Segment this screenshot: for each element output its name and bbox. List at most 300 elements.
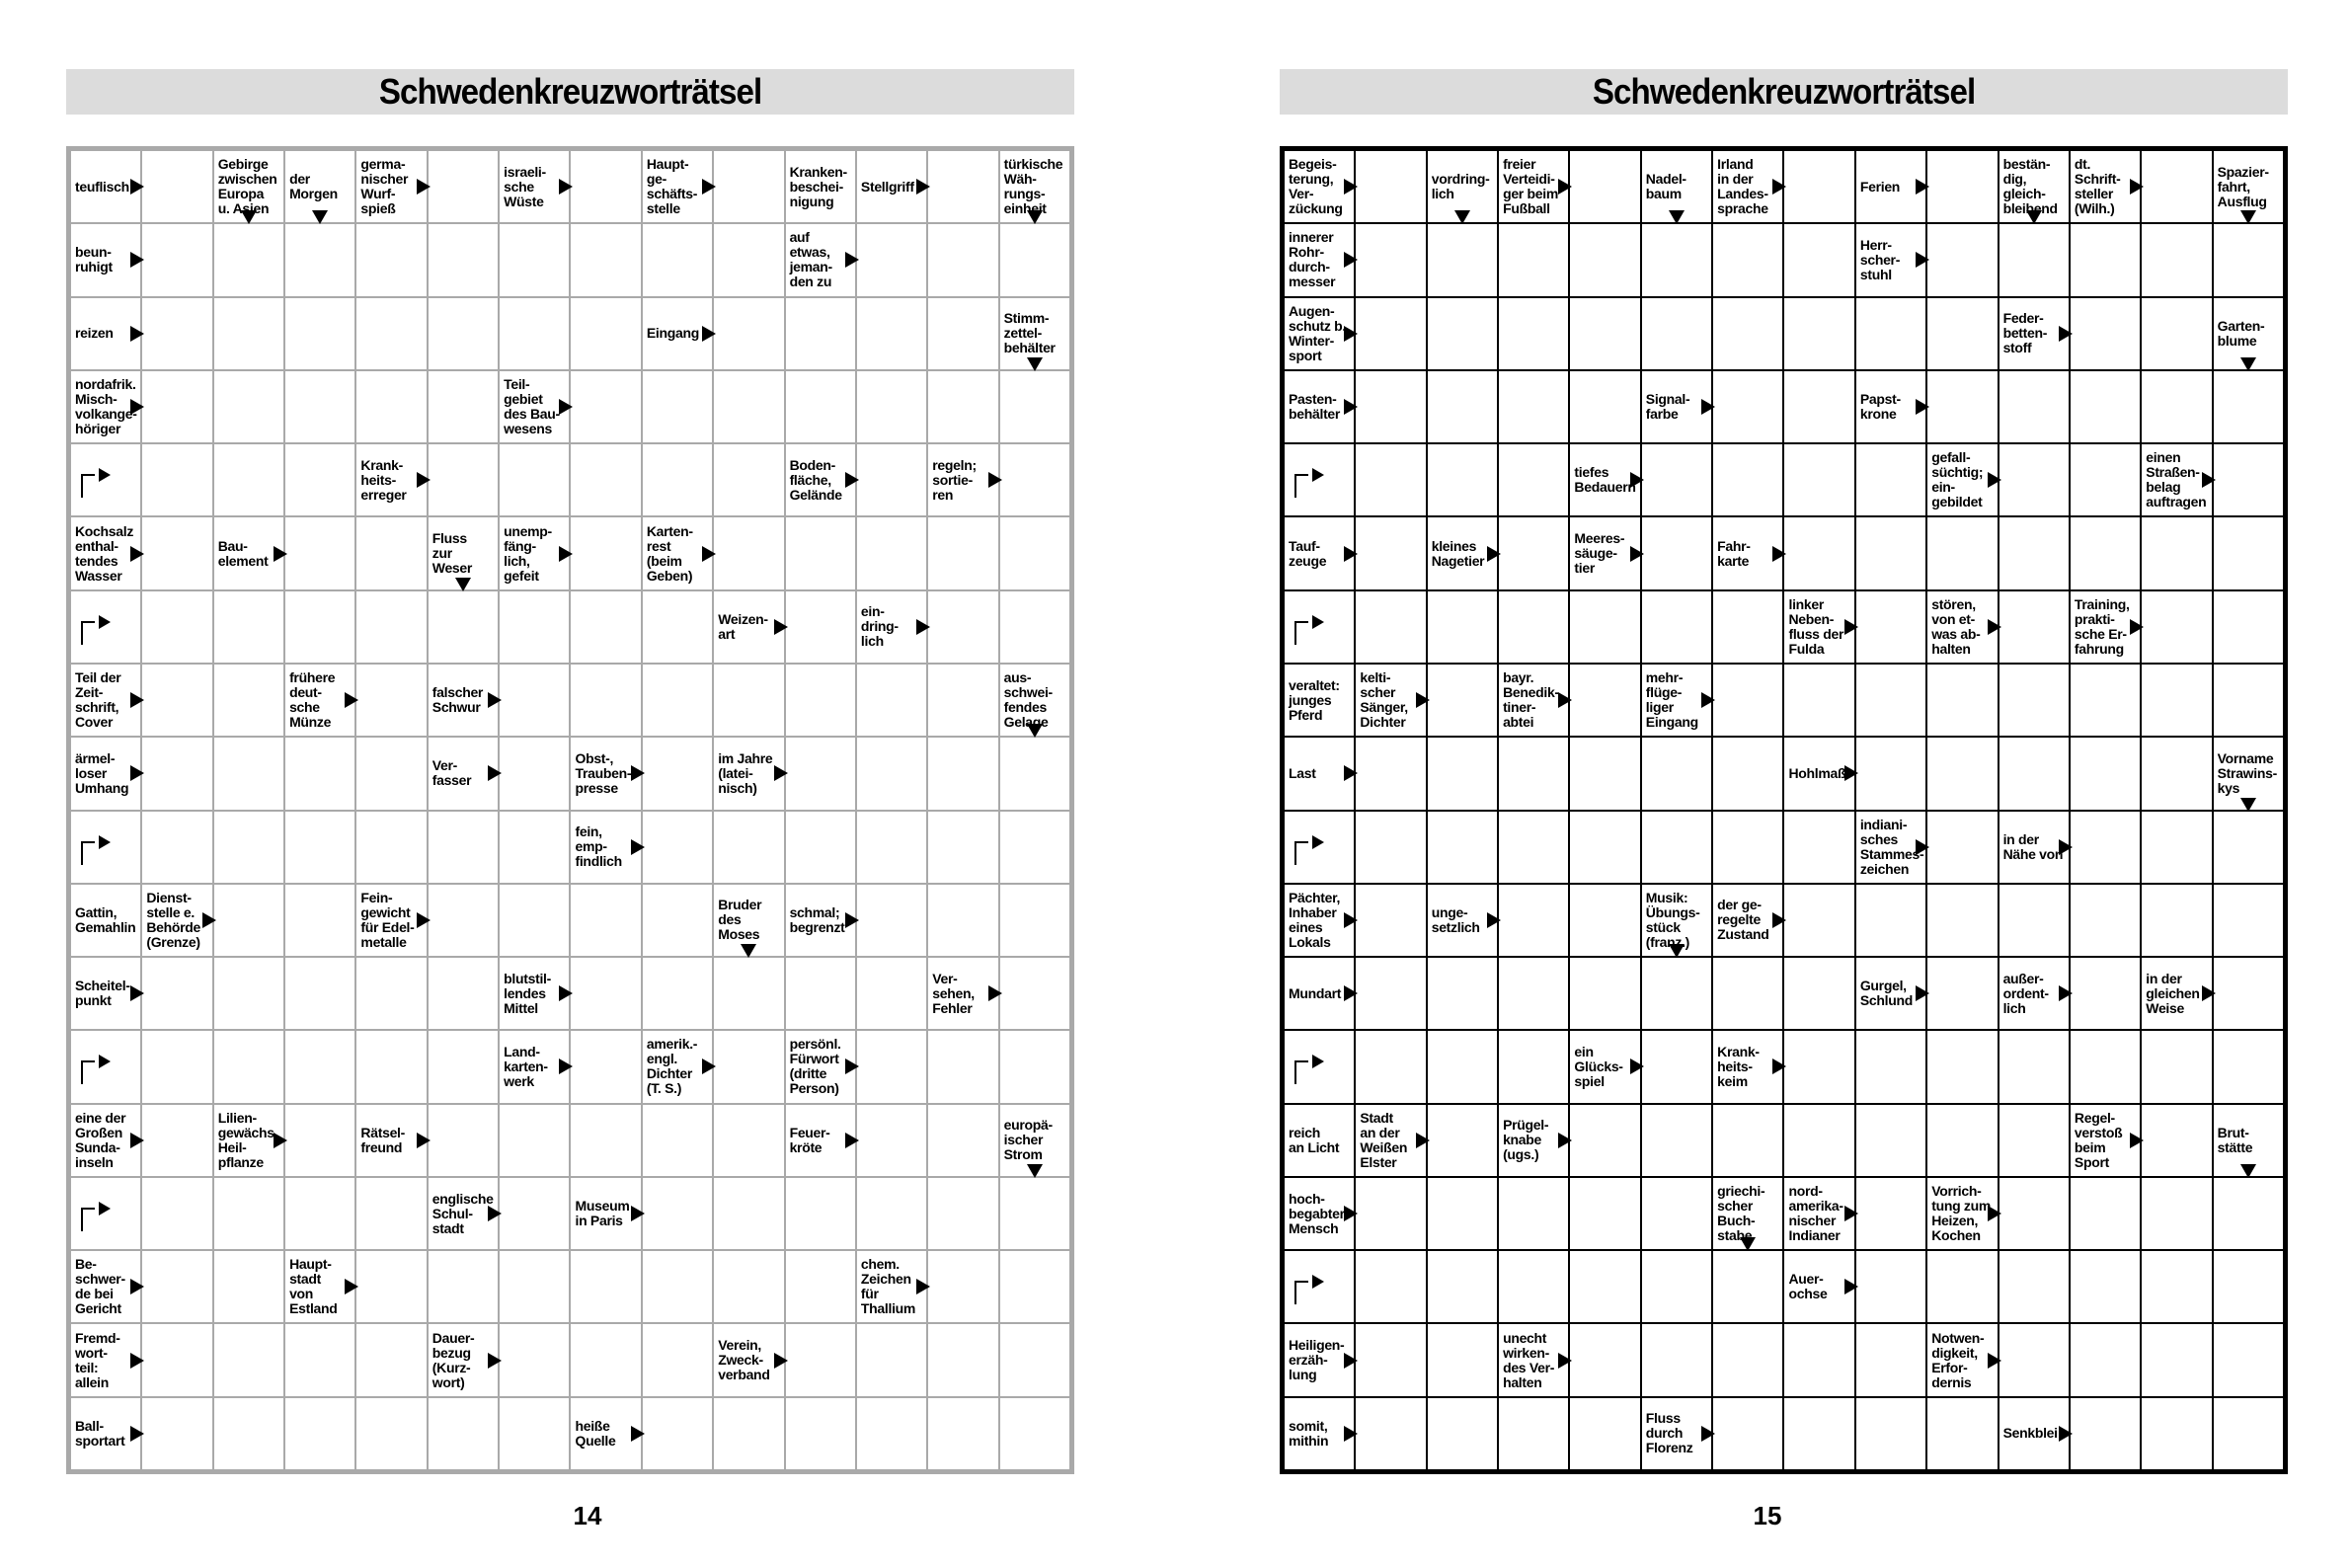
answer-cell[interactable] [1713, 591, 1782, 663]
answer-cell[interactable] [571, 298, 640, 369]
answer-cell[interactable] [2071, 665, 2140, 736]
answer-cell[interactable] [1999, 885, 2069, 956]
answer-cell[interactable] [928, 1251, 997, 1322]
answer-cell[interactable] [1927, 517, 1997, 588]
answer-cell[interactable] [429, 885, 498, 956]
answer-cell[interactable] [71, 812, 140, 883]
answer-cell[interactable] [1499, 1251, 1568, 1322]
answer-cell[interactable] [500, 444, 569, 515]
answer-cell[interactable] [2142, 665, 2211, 736]
answer-cell[interactable] [1856, 1178, 1925, 1249]
answer-cell[interactable] [714, 812, 783, 883]
answer-cell[interactable] [1856, 1324, 1925, 1395]
answer-cell[interactable] [643, 371, 712, 442]
answer-cell[interactable] [1356, 1031, 1425, 1102]
answer-cell[interactable] [1927, 1031, 1997, 1102]
answer-cell[interactable] [1428, 958, 1497, 1029]
answer-cell[interactable] [571, 224, 640, 295]
answer-cell[interactable] [1428, 298, 1497, 369]
answer-cell[interactable] [714, 517, 783, 588]
answer-cell[interactable] [643, 444, 712, 515]
answer-cell[interactable] [643, 1324, 712, 1395]
answer-cell[interactable] [1927, 1398, 1997, 1469]
answer-cell[interactable] [142, 151, 211, 222]
answer-cell[interactable] [1428, 444, 1497, 515]
answer-cell[interactable] [1285, 444, 1354, 515]
answer-cell[interactable] [356, 958, 426, 1029]
answer-cell[interactable] [1570, 738, 1639, 809]
answer-cell[interactable] [1570, 665, 1639, 736]
answer-cell[interactable] [714, 1398, 783, 1469]
answer-cell[interactable] [285, 371, 354, 442]
answer-cell[interactable] [1856, 517, 1925, 588]
answer-cell[interactable] [1428, 371, 1497, 442]
answer-cell[interactable] [2071, 1324, 2140, 1395]
answer-cell[interactable] [1927, 665, 1997, 736]
answer-cell[interactable] [857, 665, 926, 736]
answer-cell[interactable] [71, 444, 140, 515]
answer-cell[interactable] [1285, 812, 1354, 883]
answer-cell[interactable] [1927, 151, 1997, 222]
answer-cell[interactable] [2142, 371, 2211, 442]
answer-cell[interactable] [1713, 812, 1782, 883]
answer-cell[interactable] [356, 1324, 426, 1395]
answer-cell[interactable] [1999, 224, 2069, 295]
answer-cell[interactable] [928, 1398, 997, 1469]
answer-cell[interactable] [2142, 224, 2211, 295]
answer-cell[interactable] [928, 517, 997, 588]
answer-cell[interactable] [1356, 151, 1425, 222]
answer-cell[interactable] [1000, 224, 1069, 295]
answer-cell[interactable] [2214, 224, 2283, 295]
answer-cell[interactable] [356, 812, 426, 883]
answer-cell[interactable] [1713, 1324, 1782, 1395]
answer-cell[interactable] [1784, 151, 1853, 222]
answer-cell[interactable] [1999, 371, 2069, 442]
answer-cell[interactable] [1713, 1105, 1782, 1176]
answer-cell[interactable] [1642, 1105, 1711, 1176]
answer-cell[interactable] [1356, 517, 1425, 588]
answer-cell[interactable] [643, 224, 712, 295]
answer-cell[interactable] [2071, 1178, 2140, 1249]
answer-cell[interactable] [786, 812, 855, 883]
answer-cell[interactable] [214, 444, 283, 515]
answer-cell[interactable] [429, 1251, 498, 1322]
answer-cell[interactable] [928, 1031, 997, 1102]
answer-cell[interactable] [356, 665, 426, 736]
answer-cell[interactable] [285, 885, 354, 956]
answer-cell[interactable] [1000, 517, 1069, 588]
answer-cell[interactable] [786, 1398, 855, 1469]
answer-cell[interactable] [714, 151, 783, 222]
answer-cell[interactable] [1999, 1105, 2069, 1176]
answer-cell[interactable] [1999, 517, 2069, 588]
answer-cell[interactable] [1570, 812, 1639, 883]
answer-cell[interactable] [1356, 1251, 1425, 1322]
answer-cell[interactable] [786, 738, 855, 809]
answer-cell[interactable] [2214, 812, 2283, 883]
answer-cell[interactable] [928, 1105, 997, 1176]
answer-cell[interactable] [571, 1031, 640, 1102]
answer-cell[interactable] [1000, 812, 1069, 883]
answer-cell[interactable] [2071, 738, 2140, 809]
answer-cell[interactable] [1570, 591, 1639, 663]
answer-cell[interactable] [500, 298, 569, 369]
answer-cell[interactable] [2214, 591, 2283, 663]
answer-cell[interactable] [1999, 444, 2069, 515]
answer-cell[interactable] [1856, 1031, 1925, 1102]
answer-cell[interactable] [1499, 517, 1568, 588]
answer-cell[interactable] [928, 591, 997, 663]
answer-cell[interactable] [2142, 1031, 2211, 1102]
answer-cell[interactable] [1784, 298, 1853, 369]
answer-cell[interactable] [928, 371, 997, 442]
answer-cell[interactable] [2214, 1398, 2283, 1469]
answer-cell[interactable] [429, 958, 498, 1029]
answer-cell[interactable] [285, 1031, 354, 1102]
answer-cell[interactable] [1999, 1031, 2069, 1102]
answer-cell[interactable] [1713, 1251, 1782, 1322]
answer-cell[interactable] [1713, 224, 1782, 295]
answer-cell[interactable] [214, 591, 283, 663]
answer-cell[interactable] [928, 738, 997, 809]
answer-cell[interactable] [71, 591, 140, 663]
answer-cell[interactable] [1784, 812, 1853, 883]
answer-cell[interactable] [1356, 298, 1425, 369]
answer-cell[interactable] [1499, 298, 1568, 369]
answer-cell[interactable] [500, 738, 569, 809]
answer-cell[interactable] [142, 1031, 211, 1102]
answer-cell[interactable] [2214, 885, 2283, 956]
answer-cell[interactable] [643, 1251, 712, 1322]
answer-cell[interactable] [285, 224, 354, 295]
answer-cell[interactable] [1570, 1324, 1639, 1395]
answer-cell[interactable] [643, 591, 712, 663]
answer-cell[interactable] [1499, 371, 1568, 442]
answer-cell[interactable] [1856, 298, 1925, 369]
answer-cell[interactable] [285, 958, 354, 1029]
answer-cell[interactable] [1356, 1398, 1425, 1469]
answer-cell[interactable] [1570, 1251, 1639, 1322]
answer-cell[interactable] [142, 812, 211, 883]
answer-cell[interactable] [1856, 1398, 1925, 1469]
answer-cell[interactable] [1642, 738, 1711, 809]
answer-cell[interactable] [714, 1105, 783, 1176]
answer-cell[interactable] [2214, 665, 2283, 736]
answer-cell[interactable] [1356, 371, 1425, 442]
answer-cell[interactable] [142, 1178, 211, 1249]
answer-cell[interactable] [285, 1178, 354, 1249]
answer-cell[interactable] [142, 665, 211, 736]
answer-cell[interactable] [714, 224, 783, 295]
answer-cell[interactable] [1713, 298, 1782, 369]
answer-cell[interactable] [786, 1324, 855, 1395]
answer-cell[interactable] [1570, 885, 1639, 956]
answer-cell[interactable] [1927, 371, 1997, 442]
answer-cell[interactable] [1927, 812, 1997, 883]
answer-cell[interactable] [1784, 1031, 1853, 1102]
answer-cell[interactable] [500, 1324, 569, 1395]
answer-cell[interactable] [2214, 1251, 2283, 1322]
answer-cell[interactable] [1499, 958, 1568, 1029]
answer-cell[interactable] [1570, 1105, 1639, 1176]
answer-cell[interactable] [142, 591, 211, 663]
answer-cell[interactable] [1285, 591, 1354, 663]
answer-cell[interactable] [1356, 224, 1425, 295]
answer-cell[interactable] [429, 151, 498, 222]
answer-cell[interactable] [356, 1251, 426, 1322]
answer-cell[interactable] [1642, 958, 1711, 1029]
answer-cell[interactable] [857, 1324, 926, 1395]
answer-cell[interactable] [2071, 1398, 2140, 1469]
answer-cell[interactable] [786, 298, 855, 369]
answer-cell[interactable] [142, 958, 211, 1029]
answer-cell[interactable] [928, 298, 997, 369]
answer-cell[interactable] [2214, 1324, 2283, 1395]
answer-cell[interactable] [1428, 665, 1497, 736]
answer-cell[interactable] [1000, 1251, 1069, 1322]
answer-cell[interactable] [714, 958, 783, 1029]
answer-cell[interactable] [571, 958, 640, 1029]
answer-cell[interactable] [1000, 1031, 1069, 1102]
answer-cell[interactable] [1642, 812, 1711, 883]
answer-cell[interactable] [928, 812, 997, 883]
answer-cell[interactable] [2214, 958, 2283, 1029]
answer-cell[interactable] [142, 517, 211, 588]
answer-cell[interactable] [1784, 665, 1853, 736]
answer-cell[interactable] [1000, 1178, 1069, 1249]
answer-cell[interactable] [571, 1324, 640, 1395]
answer-cell[interactable] [71, 1178, 140, 1249]
answer-cell[interactable] [857, 1178, 926, 1249]
answer-cell[interactable] [1927, 1105, 1997, 1176]
answer-cell[interactable] [857, 1398, 926, 1469]
answer-cell[interactable] [1428, 591, 1497, 663]
answer-cell[interactable] [1000, 1324, 1069, 1395]
answer-cell[interactable] [857, 1105, 926, 1176]
answer-cell[interactable] [1713, 371, 1782, 442]
answer-cell[interactable] [1784, 958, 1853, 1029]
answer-cell[interactable] [1356, 1324, 1425, 1395]
answer-cell[interactable] [356, 591, 426, 663]
answer-cell[interactable] [1713, 1398, 1782, 1469]
answer-cell[interactable] [714, 444, 783, 515]
answer-cell[interactable] [1927, 224, 1997, 295]
answer-cell[interactable] [786, 517, 855, 588]
answer-cell[interactable] [571, 371, 640, 442]
answer-cell[interactable] [928, 224, 997, 295]
answer-cell[interactable] [429, 591, 498, 663]
answer-cell[interactable] [1499, 224, 1568, 295]
answer-cell[interactable] [214, 1251, 283, 1322]
answer-cell[interactable] [1428, 1251, 1497, 1322]
answer-cell[interactable] [857, 738, 926, 809]
answer-cell[interactable] [500, 885, 569, 956]
answer-cell[interactable] [500, 665, 569, 736]
answer-cell[interactable] [1999, 1324, 2069, 1395]
answer-cell[interactable] [857, 885, 926, 956]
answer-cell[interactable] [1428, 1398, 1497, 1469]
answer-cell[interactable] [214, 1324, 283, 1395]
answer-cell[interactable] [429, 1105, 498, 1176]
answer-cell[interactable] [1856, 444, 1925, 515]
answer-cell[interactable] [571, 591, 640, 663]
answer-cell[interactable] [1999, 738, 2069, 809]
answer-cell[interactable] [1499, 738, 1568, 809]
answer-cell[interactable] [2071, 958, 2140, 1029]
answer-cell[interactable] [285, 738, 354, 809]
answer-cell[interactable] [500, 1251, 569, 1322]
answer-cell[interactable] [1999, 591, 2069, 663]
answer-cell[interactable] [857, 444, 926, 515]
answer-cell[interactable] [2071, 885, 2140, 956]
answer-cell[interactable] [1000, 591, 1069, 663]
answer-cell[interactable] [1784, 371, 1853, 442]
answer-cell[interactable] [1642, 1178, 1711, 1249]
answer-cell[interactable] [2142, 1251, 2211, 1322]
answer-cell[interactable] [643, 665, 712, 736]
answer-cell[interactable] [1285, 1251, 1354, 1322]
answer-cell[interactable] [2214, 1031, 2283, 1102]
answer-cell[interactable] [1713, 444, 1782, 515]
answer-cell[interactable] [214, 224, 283, 295]
answer-cell[interactable] [714, 1178, 783, 1249]
answer-cell[interactable] [2142, 591, 2211, 663]
answer-cell[interactable] [1428, 1324, 1497, 1395]
answer-cell[interactable] [2214, 371, 2283, 442]
answer-cell[interactable] [1570, 151, 1639, 222]
answer-cell[interactable] [142, 444, 211, 515]
answer-cell[interactable] [1428, 1178, 1497, 1249]
answer-cell[interactable] [1856, 885, 1925, 956]
answer-cell[interactable] [356, 738, 426, 809]
answer-cell[interactable] [1713, 665, 1782, 736]
answer-cell[interactable] [356, 298, 426, 369]
answer-cell[interactable] [571, 517, 640, 588]
answer-cell[interactable] [500, 591, 569, 663]
answer-cell[interactable] [1856, 738, 1925, 809]
answer-cell[interactable] [214, 298, 283, 369]
answer-cell[interactable] [1000, 1398, 1069, 1469]
answer-cell[interactable] [1570, 298, 1639, 369]
answer-cell[interactable] [214, 371, 283, 442]
answer-cell[interactable] [786, 371, 855, 442]
answer-cell[interactable] [1642, 591, 1711, 663]
answer-cell[interactable] [643, 1178, 712, 1249]
answer-cell[interactable] [857, 298, 926, 369]
answer-cell[interactable] [1499, 812, 1568, 883]
answer-cell[interactable] [786, 958, 855, 1029]
answer-cell[interactable] [1499, 1031, 1568, 1102]
answer-cell[interactable] [1356, 812, 1425, 883]
answer-cell[interactable] [1642, 224, 1711, 295]
answer-cell[interactable] [1356, 885, 1425, 956]
answer-cell[interactable] [1856, 1105, 1925, 1176]
answer-cell[interactable] [142, 224, 211, 295]
answer-cell[interactable] [2142, 1178, 2211, 1249]
answer-cell[interactable] [714, 298, 783, 369]
answer-cell[interactable] [786, 591, 855, 663]
answer-cell[interactable] [1428, 1105, 1497, 1176]
answer-cell[interactable] [500, 1178, 569, 1249]
answer-cell[interactable] [1784, 1105, 1853, 1176]
answer-cell[interactable] [786, 665, 855, 736]
answer-cell[interactable] [429, 812, 498, 883]
answer-cell[interactable] [1999, 665, 2069, 736]
answer-cell[interactable] [1570, 1178, 1639, 1249]
answer-cell[interactable] [2214, 444, 2283, 515]
answer-cell[interactable] [285, 517, 354, 588]
answer-cell[interactable] [356, 1178, 426, 1249]
answer-cell[interactable] [928, 151, 997, 222]
answer-cell[interactable] [429, 298, 498, 369]
answer-cell[interactable] [356, 1398, 426, 1469]
answer-cell[interactable] [500, 224, 569, 295]
answer-cell[interactable] [643, 1105, 712, 1176]
answer-cell[interactable] [142, 1398, 211, 1469]
answer-cell[interactable] [2142, 738, 2211, 809]
answer-cell[interactable] [643, 958, 712, 1029]
answer-cell[interactable] [857, 517, 926, 588]
answer-cell[interactable] [571, 885, 640, 956]
answer-cell[interactable] [214, 1398, 283, 1469]
answer-cell[interactable] [1927, 738, 1997, 809]
answer-cell[interactable] [2142, 298, 2211, 369]
answer-cell[interactable] [214, 665, 283, 736]
answer-cell[interactable] [142, 298, 211, 369]
answer-cell[interactable] [2142, 812, 2211, 883]
answer-cell[interactable] [214, 812, 283, 883]
answer-cell[interactable] [1999, 1251, 2069, 1322]
answer-cell[interactable] [1499, 885, 1568, 956]
answer-cell[interactable] [1784, 885, 1853, 956]
answer-cell[interactable] [142, 1105, 211, 1176]
answer-cell[interactable] [142, 1251, 211, 1322]
answer-cell[interactable] [2142, 1105, 2211, 1176]
answer-cell[interactable] [71, 1031, 140, 1102]
answer-cell[interactable] [1856, 1251, 1925, 1322]
answer-cell[interactable] [1784, 224, 1853, 295]
answer-cell[interactable] [857, 958, 926, 1029]
answer-cell[interactable] [1713, 738, 1782, 809]
answer-cell[interactable] [2071, 444, 2140, 515]
answer-cell[interactable] [1927, 298, 1997, 369]
answer-cell[interactable] [643, 738, 712, 809]
answer-cell[interactable] [786, 1251, 855, 1322]
answer-cell[interactable] [1570, 958, 1639, 1029]
answer-cell[interactable] [2071, 517, 2140, 588]
answer-cell[interactable] [285, 444, 354, 515]
answer-cell[interactable] [2071, 1031, 2140, 1102]
answer-cell[interactable] [214, 958, 283, 1029]
answer-cell[interactable] [500, 1398, 569, 1469]
answer-cell[interactable] [356, 371, 426, 442]
answer-cell[interactable] [2214, 517, 2283, 588]
answer-cell[interactable] [1570, 224, 1639, 295]
answer-cell[interactable] [429, 1398, 498, 1469]
answer-cell[interactable] [1927, 1251, 1997, 1322]
answer-cell[interactable] [1499, 1178, 1568, 1249]
answer-cell[interactable] [1713, 958, 1782, 1029]
answer-cell[interactable] [1499, 444, 1568, 515]
answer-cell[interactable] [429, 224, 498, 295]
answer-cell[interactable] [214, 1031, 283, 1102]
answer-cell[interactable] [714, 665, 783, 736]
answer-cell[interactable] [1784, 1324, 1853, 1395]
answer-cell[interactable] [857, 371, 926, 442]
answer-cell[interactable] [1642, 1031, 1711, 1102]
answer-cell[interactable] [928, 885, 997, 956]
